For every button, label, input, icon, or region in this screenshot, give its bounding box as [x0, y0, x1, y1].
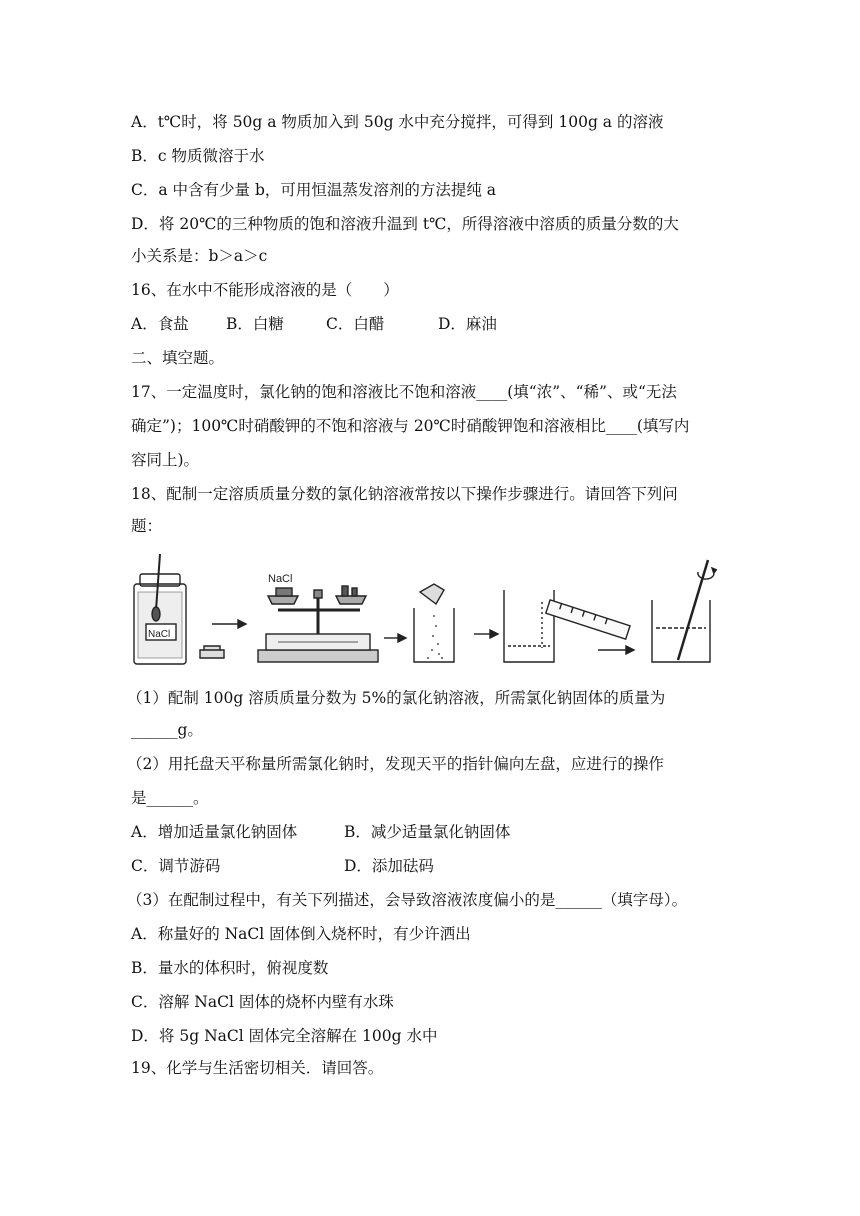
q18-part3-option-b: B．量水的体积时，俯视度数: [131, 959, 329, 977]
arrow-2-icon: [384, 634, 406, 642]
arrow-3-icon: [474, 630, 498, 638]
q15-option-d-line2: 小关系是：b＞a＞c: [131, 247, 268, 265]
jar-label: NaCl: [148, 629, 171, 640]
q16-option-c: C．白醋: [326, 315, 385, 333]
q18-part2-option-c: C．调节游码: [131, 857, 221, 875]
q18-part3-stem: （3）在配制过程中，有关下列描述，会导致溶液浓度偏小的是______（填字母）。: [127, 891, 688, 909]
q18-part2-option-a: A．增加适量氯化钠固体: [131, 823, 298, 841]
q18-part3-option-d: D．将 5g NaCl 固体完全溶解在 100g 水中: [131, 1027, 438, 1045]
q18-part2-line2: 是______。: [131, 789, 209, 807]
q15-option-d-line1: D．将 20℃的三种物质的饱和溶液升温到 t℃，所得溶液中溶质的质量分数的大: [131, 215, 679, 233]
beaker-stirring-icon: [652, 560, 717, 662]
q18-part2-options-cd: [131, 856, 434, 876]
section-heading-fill-in: 二、填空题。: [131, 349, 225, 367]
q15-option-c: C．a 中含有少量 b，可用恒温蒸发溶剂的方法提纯 a: [131, 181, 497, 199]
q15-option-b: B．c 物质微溶于水: [131, 147, 265, 165]
balance-label: NaCl: [268, 573, 293, 585]
q18-part2-line1: （2）用托盘天平称量所需氯化钠时，发现天平的指针偏向左盘，应进行的操作: [127, 755, 664, 773]
q17-line1: 17、一定温度时，氯化钠的饱和溶液比不饱和溶液____(填“浓”、“稀”、或“无法: [131, 383, 677, 401]
q16-option-d: D．麻油: [438, 315, 497, 333]
q18-stem-line2: 题：: [131, 517, 163, 535]
q18-part1-line2: ______g。: [131, 721, 203, 739]
q16-option-a: A．食盐: [131, 315, 189, 333]
q17-line3: 容同上)。: [131, 451, 200, 469]
q18-part3-option-a: A．称量好的 NaCl 固体倒入烧杯时，有少许洒出: [131, 925, 471, 943]
q18-part3-option-c: C．溶解 NaCl 固体的烧杯内壁有水珠: [131, 993, 394, 1011]
q16-options: [131, 314, 497, 334]
q18-part1-line1: （1）配制 100g 溶质质量分数为 5%的氯化钠溶液，所需氯化钠固体的质量为: [127, 689, 666, 707]
q18-stem-line1: 18、配制一定溶质质量分数的氯化钠溶液常按以下操作步骤进行。请回答下列问: [131, 485, 678, 503]
q17-line2: 确定”)；100℃时硝酸钾的不饱和溶液与 20℃时硝酸钾饱和溶液相比____(填写内: [131, 417, 690, 435]
q18-part2-options-ab: [131, 822, 510, 842]
balance-icon: [258, 586, 378, 662]
q19-stem: 19、化学与生活密切相关．请回答。: [131, 1059, 384, 1077]
weighing-dish-icon: [200, 646, 224, 658]
arrow-1-icon: [212, 620, 246, 628]
q16-option-b: B．白糖: [226, 315, 284, 333]
beaker-adding-water-icon: [504, 590, 630, 662]
q18-part2-option-b: B．减少适量氯化钠固体: [344, 823, 511, 841]
q15-option-a: A．t℃时，将 50g a 物质加入到 50g 水中充分搅拌，可得到 100g a 的溶液: [131, 113, 664, 131]
q18-part2-option-d: D．添加砝码: [344, 857, 434, 875]
reagent-jar-icon: [134, 554, 186, 664]
q16-stem: 16、在水中不能形成溶液的是（ ）: [131, 281, 399, 299]
beaker-adding-solid-icon: [414, 584, 454, 662]
solution-preparation-figure: [128, 550, 736, 670]
arrow-4-icon: [598, 646, 634, 654]
